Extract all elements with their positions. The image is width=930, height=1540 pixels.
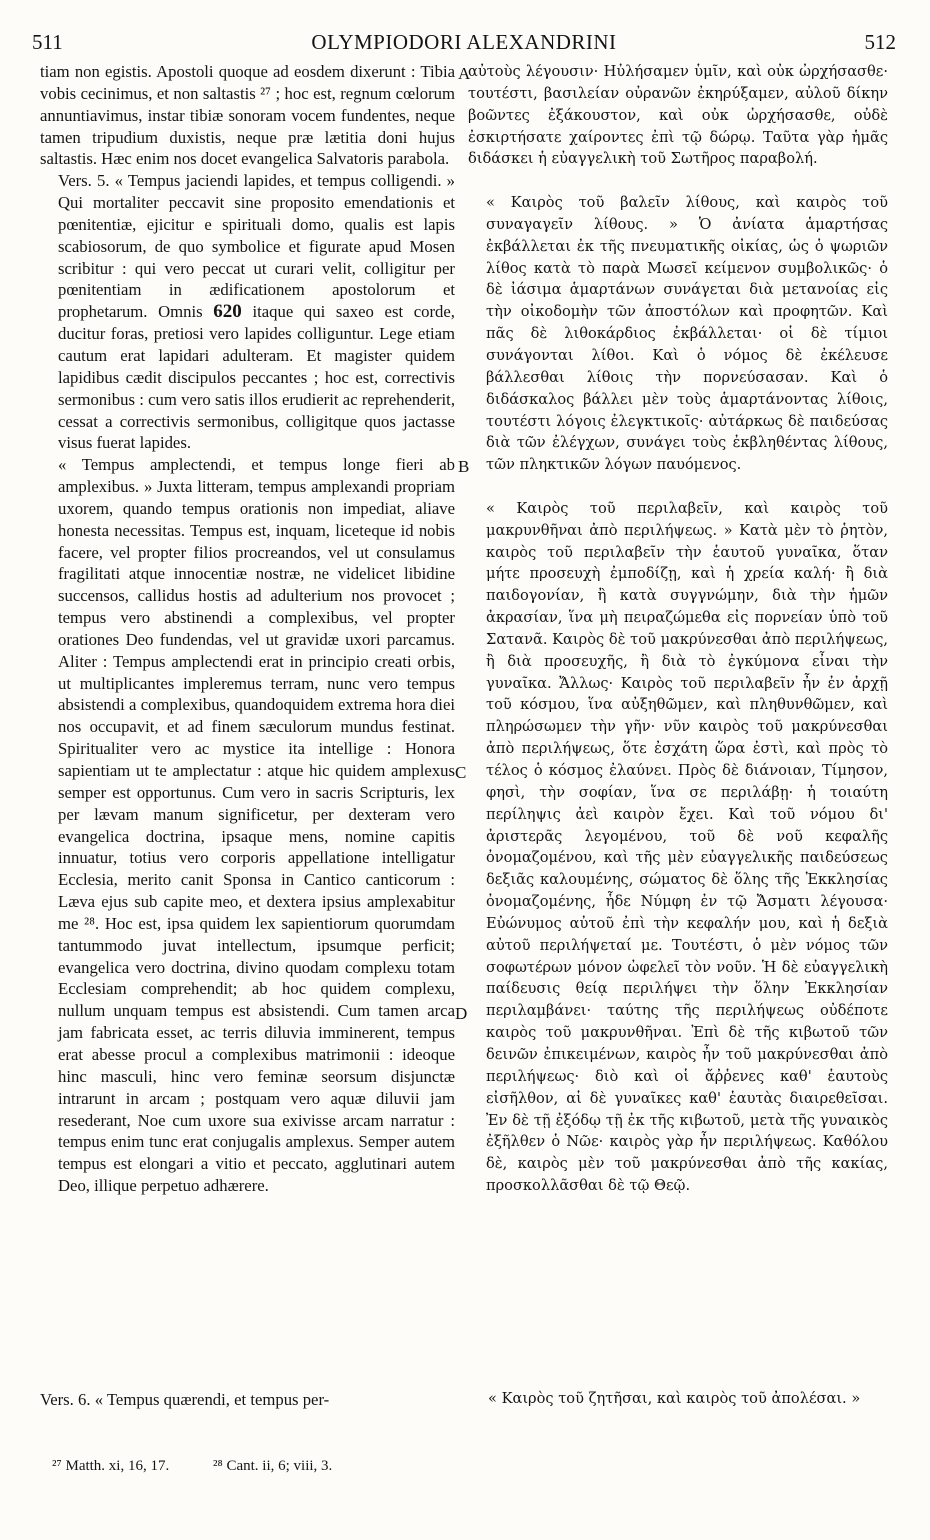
section-letter-b: B (458, 457, 470, 476)
latin-paragraph-1: tiam non egistis. Apostoli quoque ad eosdem dixerunt : Tibia vobis cecinimus, et non saltastis ²⁷ ; hoc est, regnum cœlorum annuntiavimus, instar tibiæ sonoram vocem fundentes, neque tamen tripudium duxistis, neque præ lætitia doni hujus saltastis. Hæc enim nos docet evangelica Salvatoris parabola. (40, 62, 455, 169)
greek-paragraph-1: αὐτοὺς λέγουσιν· Ηὐλήσαμεν ὑμῖν, καὶ οὐκ ὠρχήσασθε· τουτέστι, βασιλείαν οὐρανῶν ἐκηρύξαμεν, αὐλοῦ δίκην βοῶντες ἐξάκουστον, καὶ οὐκ ὠρχήσασθε, οὐδὲ ἐσκιρτήσατε χαίροντες ἐπὶ τῷ δώρῳ. Ταῦτα γὰρ ἡμᾶς διδάσκει ἡ εὐαγγελικὴ τοῦ Σωτῆρος παραβολή. (468, 63, 888, 168)
footnote-27: ²⁷ Matth. xi, 16, 17. (52, 1458, 170, 1474)
latin-paragraph-2-text: Vers. 5. « Tempus jaciendi lapides, et tempus colligendi. » Qui mortaliter peccavit sine proposito emendationis et pœnitentiæ, ejicitur e spirituali domo, qualis est lapis scabiosorum, de quo symbolice et figurate apud Mosen scribitur : qui vero peccat ut curari velit, colligitur per pœnitentiam in ædificationem apostolorum et prophetarum. Omnis (58, 171, 455, 322)
latin-verse-6: Vers. 6. « Tempus quærendi, et tempus per- (40, 1390, 330, 1409)
latin-paragraph-2 (40, 170, 455, 454)
column-number: 620 (213, 301, 242, 323)
greek-column (468, 61, 888, 1341)
section-letter-c: C (455, 763, 467, 782)
page-number-left: 511 (32, 30, 63, 54)
page-header (32, 30, 896, 60)
latin-paragraph-2-continued: itaque qui saxeo est corde, ducitur foras, pretiosi vero lapides colliguntur. Lege etiam cautum erat lapidari adulteram. Et magister quidem lapidibus cædit discipulos peccantes ; hoc est, correctivis sermonibus : cum vero satis illos erudierit ac reprehenderit, cessat a correctivis sermonibus, colligitque quos jactasse visus fuerat lapides. (58, 302, 455, 453)
latin-column (40, 61, 455, 1197)
greek-verse-6: « Καιρὸς τοῦ ζητῆσαι, καὶ καιρὸς τοῦ ἀπολέσαι. » (488, 1390, 861, 1407)
section-letter-a: A (458, 64, 471, 83)
running-title: OLYMPIODORI ALEXANDRINI (311, 30, 617, 54)
greek-paragraph-3: « Καιρὸς τοῦ περιλαβεῖν, καὶ καιρὸς τοῦ μακρυνθῆναι ἀπὸ περιλήψεως. » Κατὰ μὲν τὸ ῥητὸν, καιρὸς τοῦ περιλαβεῖν τὴν ἑαυτοῦ γυναῖκα, ὅταν μήτε προσευχὴ ἐμποδίζῃ, καὶ ἡ χρεία καλή· ἢ διὰ παιδογονίαν, ἢ κατὰ συγγνώμην, διὰ τὴν ἡμῶν ἀκρασίαν, ἵνα μὴ πειραζώμεθα εἰς πορνείαν ὑπὸ τοῦ Σατανᾶ. Καιρὸς δὲ τοῦ μακρύνεσθαι ἀπὸ περιλήψεως, ἢ διὰ προσευχῆς, ἢ διὰ τὸ ἐγκύμονα εἶναι τὴν γυναῖκα. Ἄλλως· Καιρὸς τοῦ περιλαβεῖν ἦν ἐν ἀρχῇ τοῦ κόσμου, ἵνα αὐξηθῶμεν, καὶ πληθυνθῶμεν, καὶ πληρώσωμεν τὴν γῆν· νῦν καιρὸς τοῦ μακρύνεσθαι ἀπὸ περιλήψεως, ὅτε ἐσχάτη ὥρα ἐστὶ, καὶ πρὸς τὸ τέλος ὁ κόσμος ἐλαύνει. Πρὸς δὲ διάνοιαν, Τίμησον, φησὶ, τὴν σοφίαν, ἵνα σε περιλάβῃ· ἡ τοιαύτη περίληψις ἀεὶ καιρὸν ἔχει. Καὶ τοῦ νόμου δι' ἀριστερᾶς λεγομένου, τοῦ δὲ νοῦ κεφαλῆς ὀνομαζομένου, καὶ τῆς μὲν εὐαγγελικῆς παιδεύσεως δεξιᾶς καλουμένης, σώματος δὲ ὅλης τῆς Ἐκκλησίας ὀνομαζομένης, ἧδε Νύμφη ἐν τῷ Ἄσματι λέγουσα· Εὐώνυμος αὐτοῦ ἐπὶ τὴν κεφαλήν μου, καὶ ἡ δεξιὰ αὐτοῦ περιλήψεταί με. Τουτέστι, ὁ μὲν νόμος τῶν σοφωτέρων μόνον ὠφελεῖ τὸν νοῦν. Ἡ δὲ εὐαγγελικὴ παίδευσις θείᾳ περιλήψει τὴν ὅλην Ἐκκλησίαν περιλαμβάνει· ταύτης τῆς περιλήψεως οὐδέποτε καιρὸς τοῦ μακρυνθῆναι. Ἐπὶ δὲ τῆς κιβωτοῦ τῶν δεινῶν ἐπικειμένων, καιρὸς ἦν τοῦ μακρύνεσθαι ἀπὸ περιλήψεως· διὸ καὶ οἱ ἄῤῥενες καθ' ἑαυτοὺς εἰσῆλθον, αἱ δὲ γυναῖκες καθ' ἑαυτὰς διαιρεθεῖσαι. Ἐν δὲ τῇ ἐξόδῳ τῇ ἐκ τῆς κιβωτοῦ, μετὰ τῆς γυναικὸς ἐξῆλθεν ὁ Νῶε· καιρὸς γὰρ ἦν περιλήψεως. Καθόλου δὲ, καιρὸς μὲν τοῦ μακρύνεσθαι ἀπὸ τῆς κακίας, προσκολλᾶσθαι δὲ τῷ Θεῷ. (486, 499, 888, 1195)
section-letter-d: D (455, 1004, 468, 1023)
latin-paragraph-3: « Tempus amplectendi, et tempus longe fieri ab amplexibus. » Juxta litteram, tempus amplexandi propriam uxorem, quando tempus orationis non impediat, aliave honesta necessitas. Tempus est, inquam, liceteque id nobis facere, vel propter filios procreandos, vel ut consulamus fragilitati atque innocentiæ nostræ, ne videlicet libidine succensos, callidus hostis ad adulterium nos provocet ; tempus vero abstinendi a complexibus, vel propter orationes Deo fundendas, vel ut gravidæ uxori parcamus. Aliter : Tempus amplectendi erat in principio creati orbis, ut multiplicantes impleremus terram, nunc vero tempus absistendi a complexibus, quandoquidem extrema hora diei nos occupavit, et ad finem sæculorum mundus festinat. Spiritualiter vero ac mystice ita intellige : Honora sapientiam ut te amplectatur : atque hic quidem amplexus semper est opportunus. Cum vero in sacris Scripturis, lex per lævam manum significetur, per dexteram vero evangelica doctrina, ipsaque mens, nomine capitis innuatur, totius vero corporis appellatione intelligatur Ecclesia, merito canit Sponsa in Cantico canticorum : Læva ejus sub capite meo, et dextera ipsius amplexabitur me ²⁸. Hoc est, ipsa quidem lex sapientiorum quorumdam tantummodo juvat intellectum, ipsumque perficit; evangelica vero doctrina, divino quodam complexu totam Ecclesiam comprehendit; ab hoc quidem complexu, nullum unquam tempus est absistendi. Cum tamen arca jam fabricata esset, ac terris diluvia imminerent, tempus erat abesse procul a complexibus matrimonii : ideoque hinc masculi, hinc vero feminæ seorsum disjunctæ intrarunt in arcam ; postquam vero aquæ diluvii jam resederant, Noe cum uxore sua exivisse arcam narratur : tempus enim tunc erat conjugalis amplexus. Semper autem tempus est elongari a vitio et peccato, agglutinari autem Deo, illique perpetuo adhærere. (58, 455, 455, 1196)
page-number-right: 512 (864, 30, 896, 54)
footnote-28: ²⁸ Cant. ii, 6; viii, 3. (212, 1458, 333, 1474)
greek-paragraph-2: « Καιρὸς τοῦ βαλεῖν λίθους, καὶ καιρὸς τοῦ συναγαγεῖν λίθους. » Ὁ ἀνίατα ἁμαρτήσας ἐκβάλλεται ἐκ τῆς πνευματικῆς οἰκίας, ὡς ὁ ψωριῶν λίθος κατὰ τὸ παρὰ Μωσεῖ κείμενον συμβολικῶς· ὁ δὲ ἰάσιμα ἁμαρτάνων συνάγεται διὰ μετανοίας εἰς τὴν οἰκοδομὴν τῶν ἀποστόλων καὶ προφητῶν. Καὶ πᾶς δὲ λιθοκάρδιος ἐκβάλλεται· οἱ δὲ τίμιοι συνάγονται λίθοι. Καὶ ὁ νόμος δὲ ἐκέλευσε βάλλεσθαι λίθοις τὴν πορνεύσασαν. Καὶ ὁ διδάσκαλος βάλλει μὲν τοὺς ἁμαρτάνοντας λίθοις, τουτέστι λόγοις ἐλεγκτικοῖς· αὐτάρκως δὲ παιδεύσας διὰ τῶν ἐλέγχων, συνάγει τοὺς ἐκβληθέντας λίθους, τῶν πληκτικῶν λόγων παυόμενος. (486, 194, 888, 474)
footnotes (52, 1458, 372, 1475)
